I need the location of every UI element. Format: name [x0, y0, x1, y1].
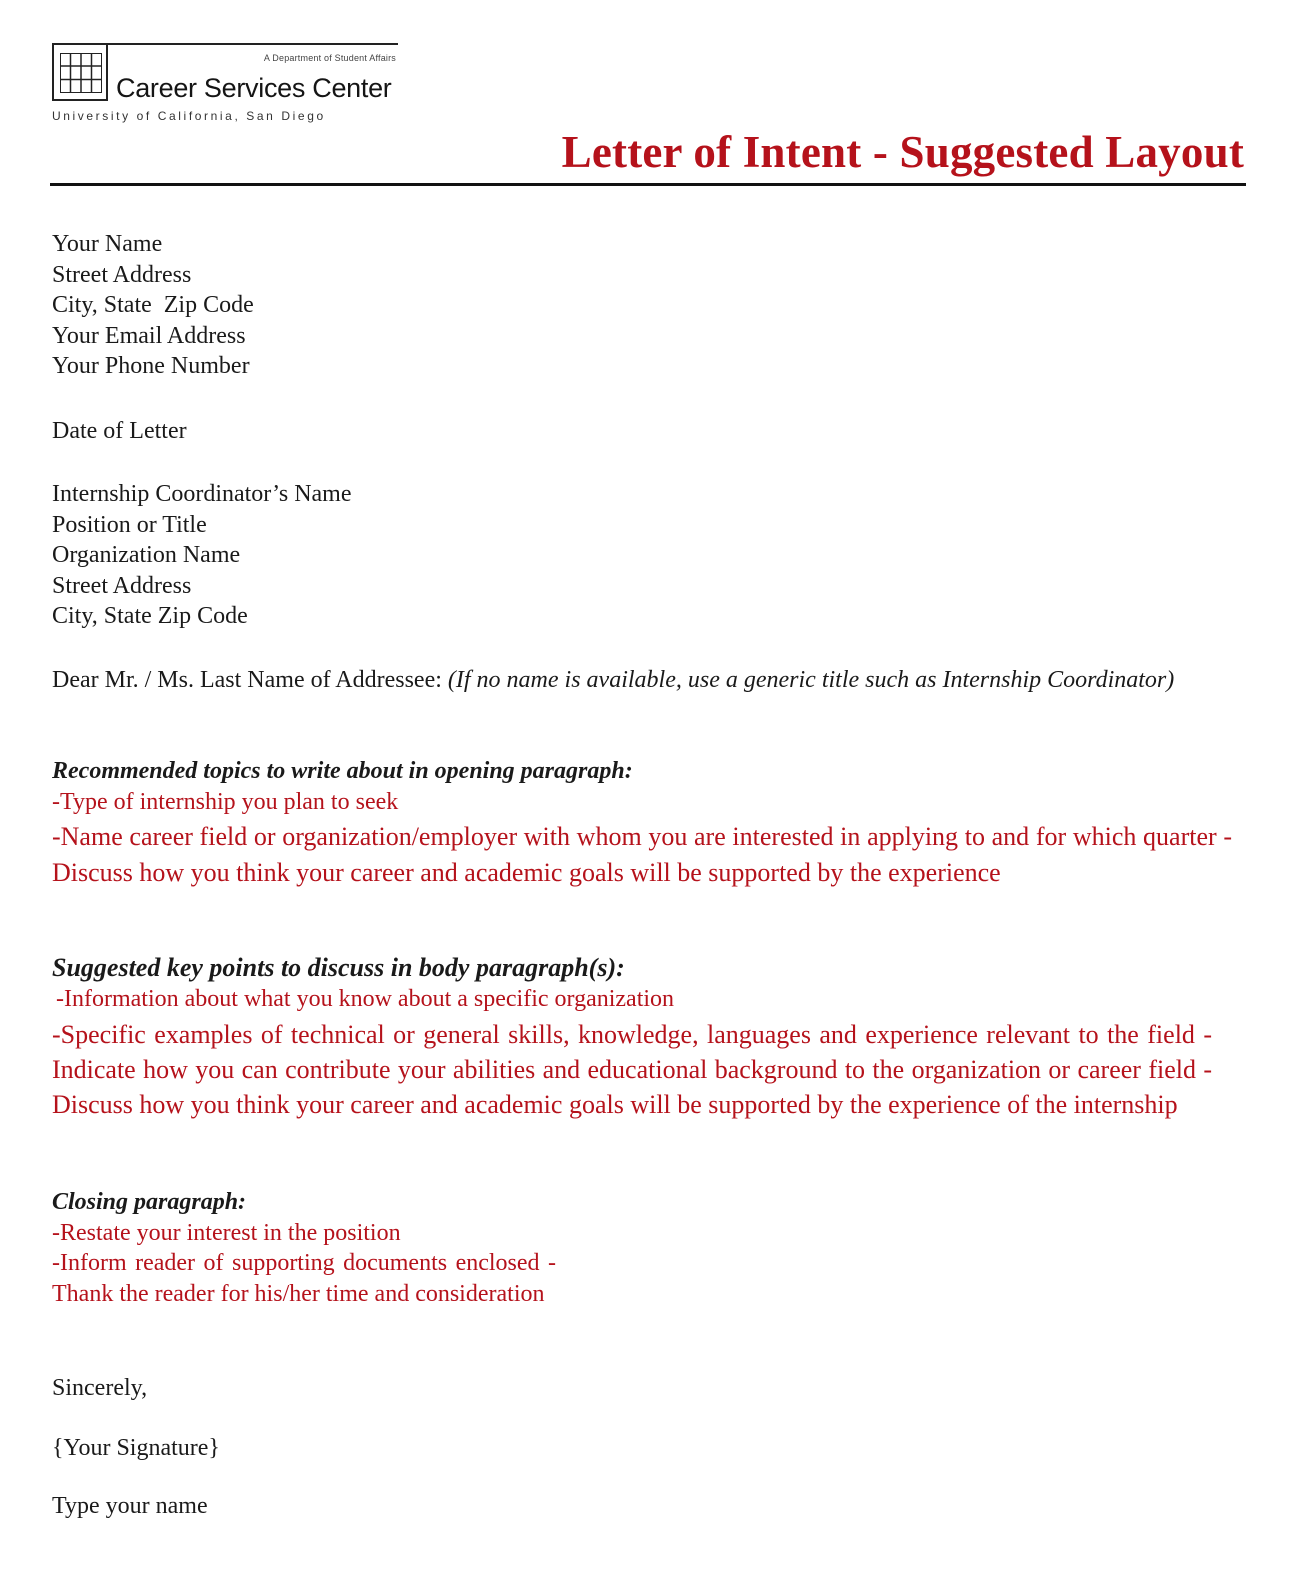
logo-department: A Department of Student Affairs — [263, 53, 396, 63]
signature-placeholder: {Your Signature} — [52, 1435, 220, 1461]
body-heading: Suggested key points to discuss in body paragraph(s): — [52, 953, 625, 982]
body-point-2: -Specific examples of technical or general skills, knowledge, languages and experience relevant to the field -Indicate how you can contribute your abilities and educational background to the organization or career field -Discuss how you think your career and academic goals will be supported by the experience of the internship — [52, 1019, 1212, 1119]
career-services-logo — [52, 43, 402, 125]
typed-name: Type your name — [52, 1493, 208, 1519]
opening-point-1: -Type of internship you plan to seek — [52, 788, 399, 815]
signature-block — [52, 1433, 220, 1464]
opening-point-2: -Name career field or organization/employer with whom you are interested in applying to and for which quarter -Discuss how you think your career and academic goals will be supported by the experience — [52, 822, 1232, 887]
recipient-city: City, State Zip Code — [52, 603, 248, 629]
date-block — [52, 416, 187, 447]
recipient-block — [52, 479, 352, 632]
closing-point-2: -Inform reader of supporting documents enclosed -Thank the reader for his/her time and consideration — [52, 1250, 556, 1307]
sender-block — [52, 229, 254, 382]
sender-street: Street Address — [52, 261, 192, 288]
closing-heading: Closing paragraph: — [52, 1189, 247, 1215]
letter-date: Date of Letter — [52, 418, 187, 444]
recipient-street: Street Address — [52, 572, 192, 599]
salutation-note: (If no name is available, use a generic title such as Internship Coordinator) — [447, 667, 1175, 693]
closing-point-1: -Restate your interest in the position — [52, 1219, 401, 1246]
valediction-block — [52, 1373, 147, 1404]
closing-section — [52, 1187, 556, 1309]
opening-section — [52, 756, 1232, 891]
body-point-1: -Information about what you know about a specific organization — [56, 986, 675, 1012]
salutation — [52, 665, 1244, 696]
sender-phone: Your Phone Number — [52, 353, 250, 379]
recipient-position: Position or Title — [52, 511, 207, 538]
sender-city: City, State Zip Code — [52, 292, 254, 318]
opening-heading: Recommended topics to write about in opening paragraph: — [52, 758, 633, 784]
body-section — [52, 952, 1212, 1122]
recipient-name: Internship Coordinator’s Name — [52, 481, 352, 507]
logo-name: Career Services Center — [116, 73, 392, 103]
logo-rule — [108, 43, 398, 45]
title-divider — [50, 183, 1246, 186]
salutation-text: Dear Mr. / Ms. Last Name of Addressee: — [52, 667, 442, 693]
typed-name-block — [52, 1491, 208, 1522]
valediction: Sincerely, — [52, 1375, 148, 1401]
logo-university: University of California, San Diego — [52, 109, 326, 123]
building-grid-icon — [52, 43, 108, 101]
sender-email: Your Email Address — [52, 322, 246, 349]
sender-name: Your Name — [52, 231, 163, 257]
page-title: Letter of Intent - Suggested Layout — [561, 127, 1244, 177]
recipient-organization: Organization Name — [52, 542, 241, 568]
